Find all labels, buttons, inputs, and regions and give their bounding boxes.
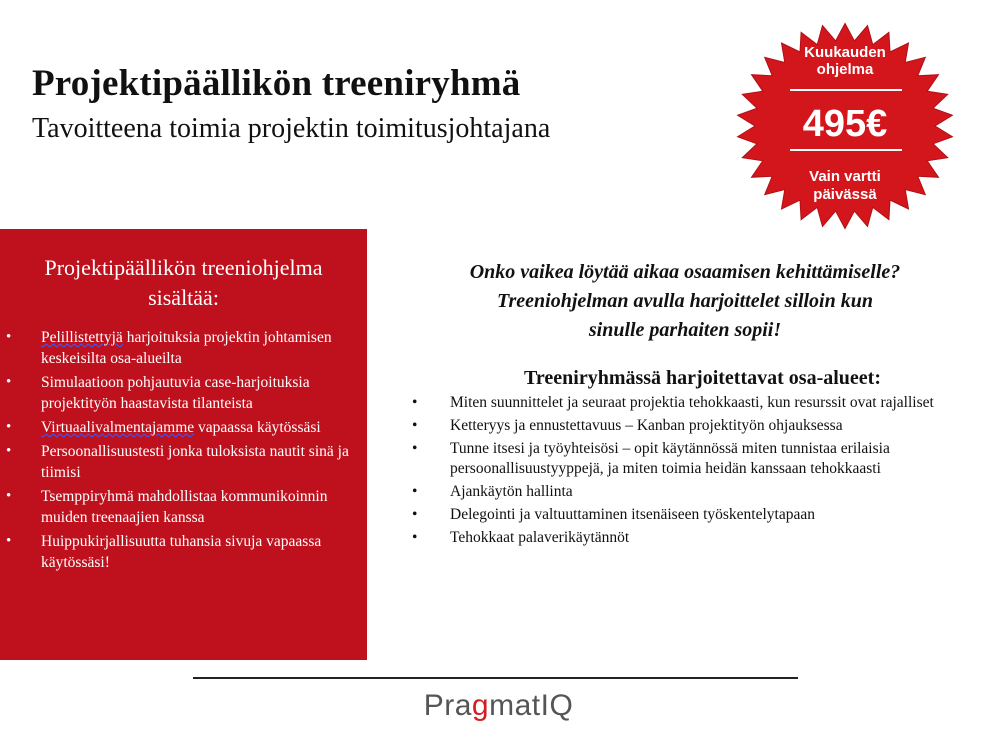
intro-line1: Onko vaikea löytää aikaa osaamisen kehittämiselle? [469,261,901,283]
list-item-lead: Virtuaalivalmentajamme [41,419,195,436]
intro-text [395,258,975,345]
panel-heading-line2: sisältää: [148,285,219,310]
list-item: • Miten suunnittelet ja seuraat projektia tehokkaasti, kun resurssit ovat rajalliset [412,393,972,413]
list-item: • Tehokkaat palaverikäytännöt [412,528,972,548]
list-item [0,531,367,573]
logo-accent-letter: g [471,689,490,722]
list-item [0,372,367,414]
list-item-text: harjoituksia projektin johtamisen keskeisilta osa-alueilta [41,329,332,367]
pragmatiq-logo [0,689,997,723]
program-contents-panel [0,229,367,660]
areas-heading: Treeniryhmässä harjoitettavat osa-alueet: [524,367,881,389]
list-item-text: vapaassa käytössäsi [194,419,321,436]
list-item: • Ketteryys ja ennustettavuus – Kanban projektityön ohjauksessa [412,416,972,436]
list-item [0,417,367,438]
list-item: • Tunne itsesi ja työyhteisösi – opit käytännössä miten tunnistaa erilaisia persoonallisuustyyppejä, ja miten toimia heidän kanssaan tehokkaasti [412,439,972,479]
list-item-text: Tsemppiryhmä mahdollistaa kommunikoinnin muiden treenaajien kanssa [41,488,328,526]
badge-divider-top [790,89,902,91]
panel-heading [0,229,367,313]
logo-text-start: Pra [423,689,472,722]
badge-duration-label [720,168,970,204]
intro-line2: Treeniohjelman avulla harjoittelet silloin kun [497,290,873,312]
page-title: Projektipäällikön treeniryhmä [32,63,521,104]
badge-line3: Vain vartti [809,168,881,185]
badge-offer-label [720,44,970,78]
badge-line1: Kuukauden [804,44,886,61]
footer-divider [193,677,798,679]
page-subtitle: Tavoitteena toimia projektin toimitusjohtajana [32,113,551,144]
badge-price: 495€ [802,103,888,145]
areas-list [412,393,972,551]
list-item-lead: Pelillistettyjä [41,329,123,346]
list-item [0,486,367,528]
price-badge [720,16,970,236]
logo-text-end: matIQ [489,689,574,722]
badge-line2: ohjelma [816,61,874,78]
badge-line4: päivässä [813,186,877,203]
list-item [0,441,367,483]
intro-line3: sinulle parhaiten sopii! [588,319,782,341]
list-item [0,327,367,369]
list-item-text: Huippukirjallisuutta tuhansia sivuja vapaassa käytössäsi! [41,533,322,571]
badge-divider-bottom [790,149,902,151]
list-item-text: Simulaatioon pohjautuvia case-harjoituksia projektityön haastavista tilanteista [41,374,310,412]
list-item: • Ajankäytön hallinta [412,482,972,502]
program-contents-list [0,327,367,573]
list-item: • Delegointi ja valtuuttaminen itsenäiseen työskentelytapaan [412,505,972,525]
panel-heading-line1: Projektipäällikön treeniohjelma [44,255,323,280]
list-item-text: Persoonallisuustesti jonka tuloksista nautit sinä ja tiimisi [41,443,349,481]
